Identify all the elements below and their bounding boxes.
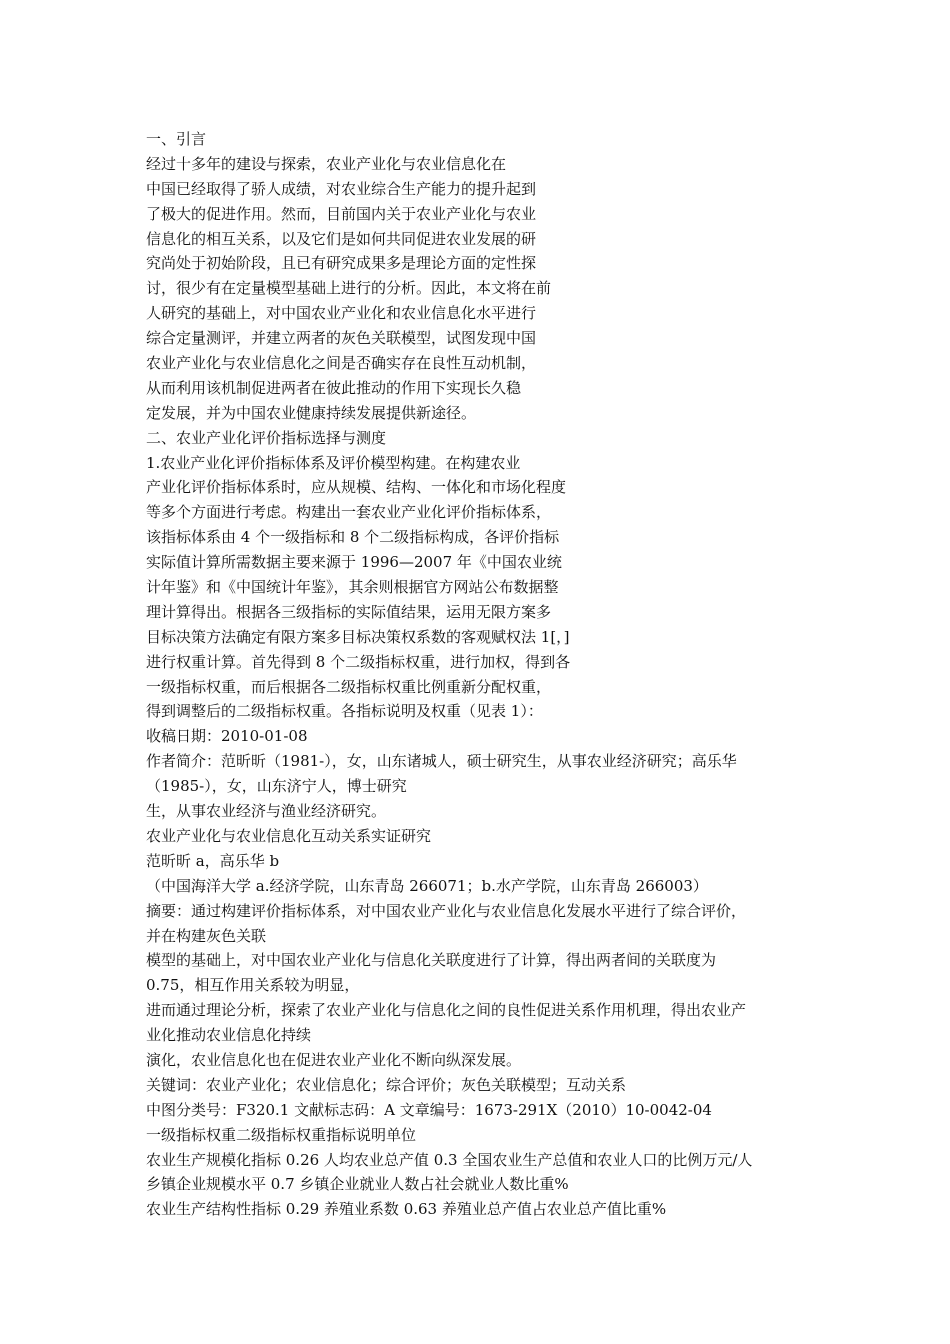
text-line: 1.农业产业化评价指标体系及评价模型构建。在构建农业 (146, 453, 521, 472)
table-row: 农业生产结构性指标 0.29 养殖业系数 0.63 养殖业总产值占农业总产值比重% (146, 1200, 667, 1219)
text-line: 农业产业化与农业信息化之间是否确实存在良性互动机制， (146, 354, 537, 373)
authors: 范昕昕 a，高乐华 b (146, 851, 280, 870)
text-line: 该指标体系由 4 个一级指标和 8 个二级指标构成，各评价指标 (146, 528, 560, 547)
text-line: 得到调整后的二级指标权重。各指标说明及权重（见表 1）： (146, 702, 543, 721)
text-line: 等多个方面进行考虑。构建出一套农业产业化评价指标体系， (146, 503, 552, 522)
affiliations: （中国海洋大学 a.经济学院，山东青岛 266071；b.水产学院，山东青岛 266003） (146, 876, 708, 895)
abstract-line: 0.75，相互作用关系较为明显， (146, 976, 360, 995)
abstract-line: 进而通过理论分析，探索了农业产业化与信息化之间的良性促进关系作用机理，得出农业产 (146, 1001, 747, 1020)
text-line: 计年鉴》和《中国统计年鉴》，其余则根据官方网站公布数据整 (146, 578, 559, 597)
text-line: 信息化的相互关系，以及它们是如何共同促进农业发展的研 (146, 229, 537, 248)
text-line: 了极大的促进作用。然而，目前国内关于农业产业化与农业 (146, 204, 537, 223)
text-line: 中国已经取得了骄人成绩，对农业综合生产能力的提升起到 (146, 179, 537, 198)
text-line: 究尚处于初始阶段，且已有研究成果多是理论方面的定性探 (146, 254, 537, 273)
text-line: 人研究的基础上，对中国农业产业化和农业信息化水平进行 (146, 304, 537, 323)
text-line: 综合定量测评，并建立两者的灰色关联模型，试图发现中国 (146, 329, 537, 348)
article-title: 农业产业化与农业信息化互动关系实证研究 (146, 826, 432, 845)
keywords: 关键词：农业产业化；农业信息化；综合评价；灰色关联模型；互动关系 (146, 1075, 627, 1094)
abstract-line: 演化，农业信息化也在促进农业产业化不断向纵深发展。 (146, 1050, 522, 1069)
author-bio-line: 作者简介：范昕昕（1981-），女，山东诸城人，硕士研究生，从事农业经济研究；高乐华 (146, 752, 737, 771)
section-heading-indicators: 二、农业产业化评价指标选择与测度 (146, 428, 387, 447)
text-line: 经过十多年的建设与探索，农业产业化与农业信息化在 (146, 154, 507, 173)
text-line: 进行权重计算。首先得到 8 个二级指标权重，进行加权，得到各 (146, 652, 571, 671)
table-row: 农业生产规模化指标 0.26 人均农业总产值 0.3 全国农业生产总值和农业人口的比例万元/人 (146, 1150, 753, 1169)
abstract-line: 摘要：通过构建评价指标体系，对中国农业产业化与农业信息化发展水平进行了综合评价， (146, 901, 747, 920)
text-line: 一级指标权重，而后根据各二级指标权重比例重新分配权重， (146, 677, 552, 696)
section-heading-introduction: 一、引言 (146, 130, 207, 148)
text-line: 从而利用该机制促进两者在彼此推动的作用下实现长久稳 (146, 378, 522, 397)
text-line: 理计算得出。根据各三级指标的实际值结果，运用无限方案多 (146, 602, 552, 621)
abstract-line: 并在构建灰色关联 (146, 926, 267, 945)
received-date: 收稿日期：2010-01-08 (146, 727, 308, 746)
text-line: 讨，很少有在定量模型基础上进行的分析。因此，本文将在前 (146, 279, 552, 298)
text-line: 实际值计算所需数据主要来源于 1996—2007 年《中国农业统 (146, 553, 562, 572)
author-bio-line: 生，从事农业经济与渔业经济研究。 (146, 802, 387, 821)
author-bio-line: （1985-），女，山东济宁人，博士研究 (146, 777, 407, 796)
table-header-row: 一级指标权重二级指标权重指标说明单位 (146, 1125, 417, 1144)
text-line: 目标决策方法确定有限方案多目标决策权系数的客观赋权法 1[，] (146, 627, 570, 646)
table-row: 乡镇企业规模水平 0.7 乡镇企业就业人数占社会就业人数比重% (146, 1175, 569, 1194)
text-line: 定发展，并为中国农业健康持续发展提供新途径。 (146, 403, 477, 422)
abstract-line: 业化推动农业信息化持续 (146, 1026, 312, 1045)
abstract-line: 模型的基础上，对中国农业产业化与信息化关联度进行了计算，得出两者间的关联度为 (146, 951, 717, 970)
document-body (146, 127, 816, 1222)
text-line: 产业化评价指标体系时，应从规模、结构、一体化和市场化程度 (146, 478, 567, 497)
classification-codes: 中图分类号：F320.1 文献标志码：A 文章编号：1673-291X（2010）10-0042-04 (146, 1100, 712, 1119)
